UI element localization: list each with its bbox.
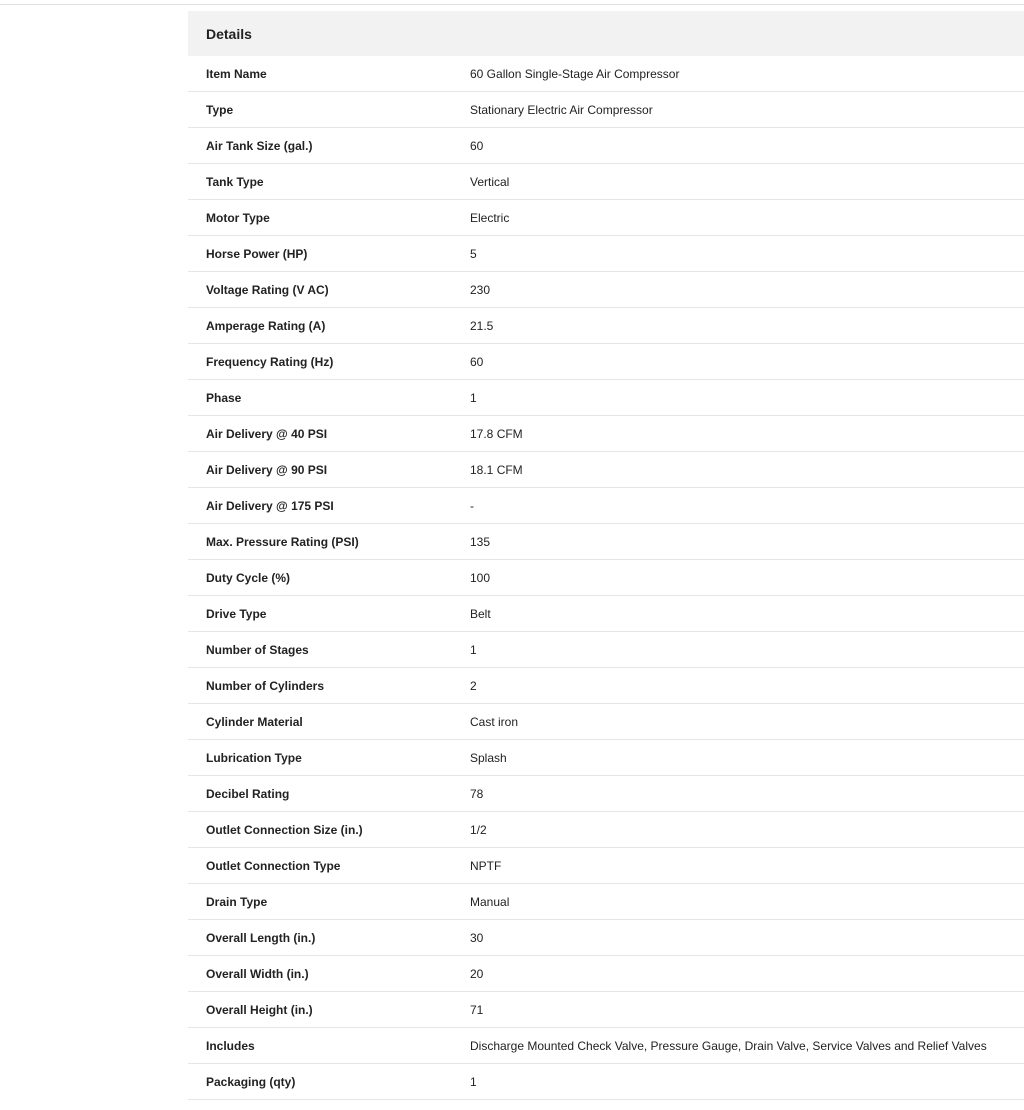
spec-value: 1 [470, 1075, 477, 1089]
spec-label: Amperage Rating (A) [206, 319, 326, 333]
spec-value: 135 [470, 535, 491, 549]
spec-row [188, 416, 1024, 452]
spec-label: Packaging (qty) [206, 1075, 296, 1089]
spec-row [188, 200, 1024, 236]
spec-row [188, 704, 1024, 740]
spec-value: 60 Gallon Single-Stage Air Compressor [470, 67, 680, 81]
spec-row [188, 596, 1024, 632]
spec-value: 78 [470, 787, 484, 801]
spec-label: Number of Cylinders [206, 679, 325, 693]
spec-label: Air Delivery @ 40 PSI [206, 427, 328, 441]
spec-label: Decibel Rating [206, 787, 290, 801]
spec-label: Overall Length (in.) [206, 931, 316, 945]
spec-value: - [470, 499, 474, 513]
spec-label: Lubrication Type [206, 751, 302, 765]
spec-value: 5 [470, 247, 477, 261]
spec-row [188, 308, 1024, 344]
spec-value: Discharge Mounted Check Valve, Pressure Gauge, Drain Valve, Service Valves and Relief Valves [470, 1039, 987, 1053]
spec-value: Stationary Electric Air Compressor [470, 103, 653, 117]
spec-value: 230 [470, 283, 491, 297]
spec-row [188, 272, 1024, 308]
spec-row [188, 1028, 1024, 1064]
spec-label: Overall Width (in.) [206, 967, 309, 981]
spec-label: Air Tank Size (gal.) [206, 139, 313, 153]
spec-row [188, 164, 1024, 200]
spec-row [188, 1064, 1024, 1100]
spec-label: Air Delivery @ 175 PSI [206, 499, 334, 513]
spec-label: Motor Type [206, 211, 270, 225]
spec-label: Frequency Rating (Hz) [206, 355, 334, 369]
spec-label: Cylinder Material [206, 715, 303, 729]
spec-label: Tank Type [206, 175, 264, 189]
spec-row [188, 524, 1024, 560]
spec-row [188, 452, 1024, 488]
spec-label: Outlet Connection Type [206, 859, 341, 873]
spec-label: Item Name [206, 67, 267, 81]
spec-row [188, 812, 1024, 848]
spec-value: 1/2 [470, 823, 487, 837]
spec-value: NPTF [470, 859, 502, 873]
spec-row [188, 236, 1024, 272]
spec-value: 18.1 CFM [470, 463, 523, 477]
spec-row [188, 668, 1024, 704]
spec-value: 30 [470, 931, 484, 945]
spec-value: 21.5 [470, 319, 494, 333]
spec-value: 20 [470, 967, 484, 981]
spec-value: 60 [470, 139, 484, 153]
spec-row [188, 776, 1024, 812]
spec-value: Vertical [470, 175, 510, 189]
details-title: Details [206, 25, 252, 42]
spec-label: Drive Type [206, 607, 267, 621]
spec-row [188, 992, 1024, 1028]
spec-row [188, 380, 1024, 416]
spec-label: Type [206, 103, 234, 117]
spec-label: Duty Cycle (%) [206, 571, 291, 585]
spec-label: Includes [206, 1039, 255, 1053]
spec-row [188, 956, 1024, 992]
spec-row [188, 560, 1024, 596]
spec-label: Drain Type [206, 895, 268, 909]
spec-row [188, 632, 1024, 668]
spec-row [188, 344, 1024, 380]
spec-row [188, 848, 1024, 884]
spec-label: Air Delivery @ 90 PSI [206, 463, 328, 477]
spec-value: 60 [470, 355, 484, 369]
details-header [188, 11, 1024, 56]
spec-value: 1 [470, 643, 477, 657]
spec-value: 100 [470, 571, 491, 585]
specifications-table [188, 56, 1024, 1100]
spec-value: 71 [470, 1003, 484, 1017]
spec-value: Belt [470, 607, 491, 621]
spec-row [188, 92, 1024, 128]
spec-value: Splash [470, 751, 507, 765]
details-panel [188, 11, 1024, 1100]
spec-label: Overall Height (in.) [206, 1003, 313, 1017]
spec-label: Outlet Connection Size (in.) [206, 823, 363, 837]
spec-row [188, 56, 1024, 92]
spec-label: Phase [206, 391, 242, 405]
spec-value: Cast iron [470, 715, 519, 729]
spec-row [188, 128, 1024, 164]
spec-row [188, 884, 1024, 920]
spec-label: Voltage Rating (V AC) [206, 283, 329, 297]
spec-row [188, 740, 1024, 776]
spec-label: Max. Pressure Rating (PSI) [206, 535, 359, 549]
spec-value: Manual [470, 895, 510, 909]
spec-value: Electric [470, 211, 510, 225]
spec-label: Number of Stages [206, 643, 309, 657]
spec-value: 2 [470, 679, 477, 693]
spec-row [188, 488, 1024, 524]
spec-value: 17.8 CFM [470, 427, 523, 441]
spec-label: Horse Power (HP) [206, 247, 308, 261]
spec-row [188, 920, 1024, 956]
spec-value: 1 [470, 391, 477, 405]
top-divider [0, 4, 1024, 5]
